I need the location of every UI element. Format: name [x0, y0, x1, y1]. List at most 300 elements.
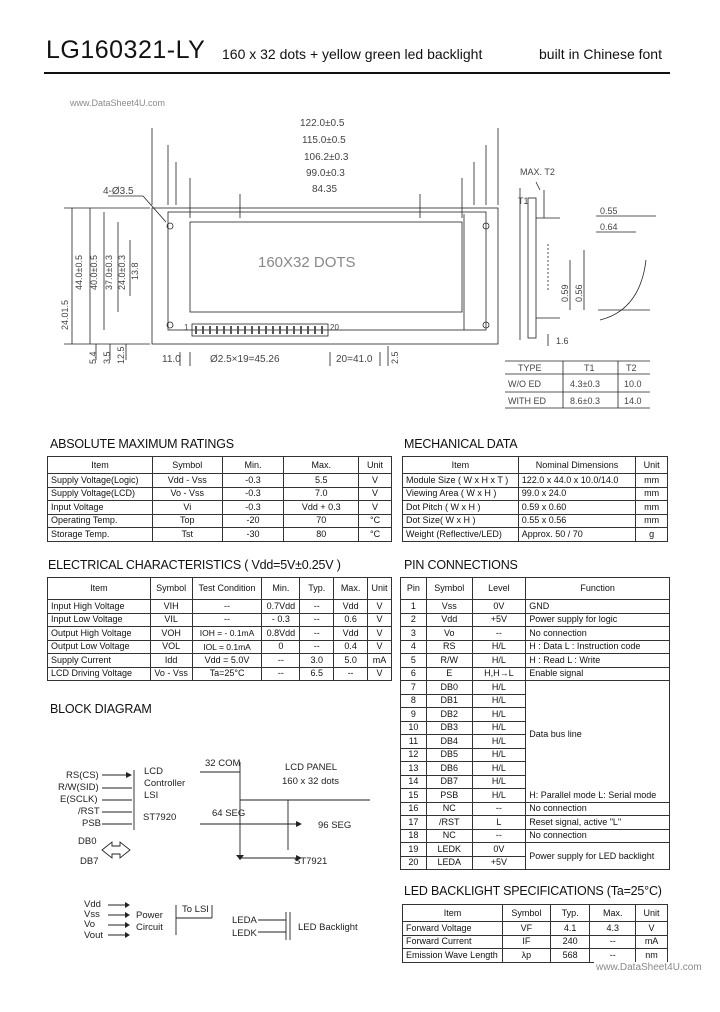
table-header-row	[48, 457, 392, 474]
block-in-psb: PSB	[82, 818, 102, 829]
table-row	[48, 613, 392, 627]
block-panel-1: LCD PANEL	[285, 762, 338, 773]
table-cell: V	[359, 474, 392, 488]
table-cell: Unit	[636, 905, 668, 922]
table-row	[48, 600, 392, 614]
table-cell: VIL	[150, 613, 192, 627]
table-cell: Typ.	[300, 578, 334, 600]
table-cell: H/L	[472, 694, 526, 708]
block-panel-2: 160 x 32 dots	[282, 776, 340, 787]
dim-top-5: 84.35	[312, 184, 338, 195]
block-st7921: ST7921	[294, 856, 328, 867]
table-cell: Nominal Dimensions	[518, 457, 636, 474]
panel-label: 160X32 DOTS	[258, 254, 356, 271]
block-pw-vdd: Vdd	[84, 899, 101, 910]
table-cell: VOL	[150, 640, 192, 654]
dim-small-4: 2.5	[390, 351, 400, 364]
table-cell: °C	[359, 514, 392, 528]
table-header-row	[403, 457, 668, 474]
side-064: 0.64	[600, 222, 618, 232]
table-cell: 1	[401, 600, 427, 614]
table-cell: Supply Voltage(LCD)	[48, 487, 153, 501]
table-cell: R/W	[426, 654, 472, 668]
side-maxt2: MAX. T2	[520, 167, 555, 177]
table-cell: -20	[222, 514, 284, 528]
electrical-title: ELECTRICAL CHARACTERISTICS ( Vdd=5V±0.25V )	[48, 558, 341, 572]
table-cell: Test Condition	[192, 578, 262, 600]
table-cell: DB2	[426, 708, 472, 722]
table-cell: Item	[48, 578, 151, 600]
table-cell: 19	[401, 843, 427, 857]
table-cell: Vdd	[426, 613, 472, 627]
model-description: 160 x 32 dots + yellow green led backlight	[222, 46, 483, 62]
table-cell: Module Size ( W x H x T )	[403, 474, 519, 488]
table-cell: --	[590, 935, 636, 949]
table-cell: --	[300, 640, 334, 654]
table-cell: RS	[426, 640, 472, 654]
table-row	[401, 613, 670, 627]
table-row	[401, 816, 670, 830]
table-cell: VOH	[150, 627, 192, 641]
led-power-label: Power supply for LED backlight	[526, 843, 670, 870]
dimension-drawing	[0, 100, 720, 420]
pins-title: PIN CONNECTIONS	[404, 558, 518, 572]
table-cell: L	[472, 816, 526, 830]
table-cell: -0.3	[222, 474, 284, 488]
table-row	[403, 949, 668, 963]
table-cell: g	[636, 528, 668, 542]
block-led-backlight: LED Backlight	[298, 922, 358, 933]
table-row	[401, 802, 670, 816]
table-cell: --	[300, 600, 334, 614]
table-cell: 0.7Vdd	[262, 600, 300, 614]
table-cell: mm	[636, 487, 668, 501]
table-cell: Pin	[401, 578, 427, 600]
table-cell: DB4	[426, 735, 472, 749]
table-cell: H : Data L : Instruction code	[526, 640, 670, 654]
model-number: LG160321-LY	[46, 36, 206, 64]
dim-left-2: 40.0±0.5	[89, 255, 99, 290]
table-cell: mm	[636, 514, 668, 528]
table-cell: 7.0	[284, 487, 359, 501]
table-row	[401, 654, 670, 668]
table-cell: V	[359, 501, 392, 515]
table-cell: Typ.	[550, 905, 590, 922]
table-cell: 0V	[472, 600, 526, 614]
side-16: 1.6	[556, 336, 569, 346]
table-cell: Max.	[334, 578, 368, 600]
table-cell: V	[367, 627, 391, 641]
table-cell: H/L	[472, 708, 526, 722]
block-seg96: 96 SEG	[318, 820, 352, 831]
table-cell: IOL = 0.1mA	[192, 640, 262, 654]
table-row	[403, 474, 668, 488]
table-cell: --	[472, 829, 526, 843]
table-cell: Supply Current	[48, 654, 151, 668]
table-cell: 70	[284, 514, 359, 528]
block-tolsi: To LSI	[182, 904, 209, 915]
table-cell: Forward Voltage	[403, 922, 503, 936]
table-row	[403, 501, 668, 515]
table-cell: Vdd	[334, 627, 368, 641]
block-controller-3: LSI	[144, 790, 159, 801]
table-cell: Emission Wave Length	[403, 949, 503, 963]
table-cell: Level	[472, 578, 526, 600]
block-in-rst: /RST	[78, 806, 100, 817]
table-cell: 5	[401, 654, 427, 668]
dim-small-3: 12.5	[116, 346, 126, 364]
table-cell: Dot Size( W x H )	[403, 514, 519, 528]
led-spec-table	[402, 904, 668, 963]
table-cell: Idd	[150, 654, 192, 668]
table-row	[403, 528, 668, 542]
dot-detail-arc	[600, 260, 646, 320]
table-cell: Vo	[426, 627, 472, 641]
table-cell: 10	[401, 721, 427, 735]
table-cell: Unit	[367, 578, 391, 600]
dim-left-3: 37.0±0.3	[104, 255, 114, 290]
table-cell: Tst	[152, 528, 222, 542]
table-cell: Approx. 50 / 70	[518, 528, 636, 542]
table-row	[401, 627, 670, 641]
dim-left-5: 13.8	[130, 262, 140, 280]
type-r1-t1: 4.3±0.3	[570, 379, 600, 389]
table-cell: Vdd = 5.0V	[192, 654, 262, 668]
col-min: Min.	[222, 457, 284, 474]
table-cell: Operating Temp.	[48, 514, 153, 528]
table-cell: 8	[401, 694, 427, 708]
table-cell: Ta=25°C	[192, 667, 262, 681]
table-header-row	[48, 578, 392, 600]
abs-max-title: ABSOLUTE MAXIMUM RATINGS	[50, 437, 234, 451]
abs-max-table	[47, 456, 392, 542]
table-cell: H/L	[472, 735, 526, 749]
block-in-rw: R/W(SID)	[58, 782, 99, 793]
table-cell: NC	[426, 829, 472, 843]
table-row	[401, 789, 670, 803]
table-cell: Enable signal	[526, 667, 670, 681]
table-cell: Reset signal, active "L"	[526, 816, 670, 830]
pin-20-mark: 20	[330, 323, 339, 332]
type-r2-type: WITH ED	[508, 396, 546, 406]
table-row	[48, 667, 392, 681]
table-cell: Vss	[426, 600, 472, 614]
table-cell: 568	[550, 949, 590, 963]
table-cell: Top	[152, 514, 222, 528]
table-row	[48, 640, 392, 654]
table-row	[401, 600, 670, 614]
table-cell: V	[636, 922, 668, 936]
table-cell: Min.	[262, 578, 300, 600]
type-r2-t2: 14.0	[624, 396, 642, 406]
table-cell: Vi	[152, 501, 222, 515]
dim-small-2: 3.5	[102, 351, 112, 364]
block-power-2: Circuit	[136, 922, 163, 933]
table-cell: Vdd + 0.3	[284, 501, 359, 515]
electrical-table	[47, 577, 392, 681]
col-symbol: Symbol	[152, 457, 222, 474]
table-cell: 12	[401, 748, 427, 762]
dim-left-4: 24.0±0.3	[117, 255, 127, 290]
block-leda: LEDA	[232, 915, 257, 926]
table-cell: Storage Temp.	[48, 528, 153, 542]
block-controller-2: Controller	[144, 778, 186, 789]
block-pw-vout: Vout	[84, 930, 104, 941]
block-power-1: Power	[136, 910, 163, 921]
table-row	[48, 654, 392, 668]
table-cell: PSB	[426, 789, 472, 803]
table-row	[401, 640, 670, 654]
table-cell: 6	[401, 667, 427, 681]
font-note: built in Chinese font	[539, 46, 662, 62]
side-view	[528, 198, 536, 338]
table-cell: --	[590, 949, 636, 963]
block-diagram	[0, 740, 400, 950]
table-cell: LEDK	[426, 843, 472, 857]
table-cell: Vo - Vss	[150, 667, 192, 681]
table-cell: V	[367, 600, 391, 614]
table-cell: 3.0	[300, 654, 334, 668]
table-cell: Output Low Voltage	[48, 640, 151, 654]
type-r1-t2: 10.0	[624, 379, 642, 389]
table-cell: /RST	[426, 816, 472, 830]
table-cell: 0.6	[334, 613, 368, 627]
table-cell: Function	[526, 578, 670, 600]
type-r1-type: W/O ED	[508, 379, 541, 389]
table-cell: --	[192, 613, 262, 627]
table-cell: 5.0	[334, 654, 368, 668]
table-row	[48, 528, 392, 542]
table-cell: -0.3	[222, 487, 284, 501]
type-r2-t1: 8.6±0.3	[570, 396, 600, 406]
table-cell: 17	[401, 816, 427, 830]
type-h-t2: T2	[626, 363, 637, 373]
mechanical-table	[402, 456, 668, 542]
table-cell: mm	[636, 501, 668, 515]
table-cell: °C	[359, 528, 392, 542]
block-db0: DB0	[78, 836, 97, 847]
side-055: 0.55	[600, 206, 618, 216]
table-row	[403, 487, 668, 501]
type-h-t1: T1	[584, 363, 595, 373]
led-spec-title: LED BACKLIGHT SPECIFICATIONS (Ta=25°C)	[404, 884, 662, 898]
block-controller-1: LCD	[144, 766, 164, 777]
table-cell: 2	[401, 613, 427, 627]
table-cell: Max.	[590, 905, 636, 922]
table-cell: H/L	[472, 762, 526, 776]
dim-top-1: 122.0±0.5	[300, 118, 345, 129]
table-cell: --	[300, 627, 334, 641]
table-cell: 5.5	[284, 474, 359, 488]
table-cell: +5V	[472, 613, 526, 627]
table-header-row	[401, 578, 670, 600]
col-max: Max.	[284, 457, 359, 474]
table-cell: nm	[636, 949, 668, 963]
table-cell: V	[367, 613, 391, 627]
dim-bottom-1: 11.0	[162, 354, 181, 365]
table-cell: --	[472, 627, 526, 641]
pins-table	[400, 577, 670, 870]
table-cell: mm	[636, 474, 668, 488]
table-cell: LCD Driving Voltage	[48, 667, 151, 681]
table-cell: Forward Current	[403, 935, 503, 949]
table-cell: LEDA	[426, 856, 472, 870]
block-com: 32 COM	[205, 758, 241, 769]
table-cell: --	[192, 600, 262, 614]
table-cell: Unit	[636, 457, 668, 474]
table-cell: No connection	[526, 627, 670, 641]
table-cell: Vo - Vss	[152, 487, 222, 501]
table-cell: V	[367, 640, 391, 654]
table-cell: 4.1	[550, 922, 590, 936]
mechanical-title: MECHANICAL DATA	[404, 437, 518, 451]
table-cell: No connection	[526, 802, 670, 816]
pin-1-mark: 1	[184, 323, 189, 332]
table-cell: DB3	[426, 721, 472, 735]
table-cell: -0.3	[222, 501, 284, 515]
table-cell: 0.59 x 0.60	[518, 501, 636, 515]
type-h-type: TYPE	[518, 363, 542, 373]
block-in-rs: RS(CS)	[66, 770, 99, 781]
table-cell: - 0.3	[262, 613, 300, 627]
table-cell: Input Voltage	[48, 501, 153, 515]
table-row	[401, 829, 670, 843]
table-cell: Item	[403, 905, 503, 922]
table-cell: H/L	[472, 748, 526, 762]
table-cell: 18	[401, 829, 427, 843]
table-cell: Power supply for logic	[526, 613, 670, 627]
header-rule	[44, 72, 670, 74]
table-cell: Dot Pitch ( W x H )	[403, 501, 519, 515]
table-cell: -30	[222, 528, 284, 542]
table-cell: H/L	[472, 681, 526, 695]
block-pw-vss: Vss	[84, 909, 100, 920]
table-cell: 4.3	[590, 922, 636, 936]
table-cell: 80	[284, 528, 359, 542]
table-cell: Symbol	[150, 578, 192, 600]
table-cell: VF	[502, 922, 550, 936]
table-cell: λp	[502, 949, 550, 963]
table-cell: V	[367, 667, 391, 681]
table-cell: IOH = - 0.1mA	[192, 627, 262, 641]
table-cell: H/L	[472, 640, 526, 654]
table-cell: 7	[401, 681, 427, 695]
block-seg64: 64 SEG	[212, 808, 246, 819]
block-st7920: ST7920	[143, 812, 177, 823]
table-cell: DB0	[426, 681, 472, 695]
table-cell: Vdd - Vss	[152, 474, 222, 488]
table-cell: 9	[401, 708, 427, 722]
dim-left-overall: 24.01.5	[60, 299, 70, 330]
table-cell: Symbol	[426, 578, 472, 600]
table-cell: V	[359, 487, 392, 501]
table-cell: 0.4	[334, 640, 368, 654]
table-cell: Supply Voltage(Logic)	[48, 474, 153, 488]
dim-left-1: 44.0±0.5	[74, 255, 84, 290]
table-cell: 4	[401, 640, 427, 654]
table-cell: --	[262, 654, 300, 668]
side-056: 0.56	[574, 284, 584, 302]
block-in-e: E(SCLK)	[60, 794, 98, 805]
table-cell: Weight (Reflective/LED)	[403, 528, 519, 542]
table-row	[403, 935, 668, 949]
table-cell: --	[300, 613, 334, 627]
block-title: BLOCK DIAGRAM	[50, 702, 152, 716]
table-cell: Item	[403, 457, 519, 474]
table-cell: DB6	[426, 762, 472, 776]
table-cell: Input Low Voltage	[48, 613, 151, 627]
table-row	[401, 667, 670, 681]
databus-arrow	[102, 842, 130, 858]
side-059: 0.59	[560, 284, 570, 302]
table-cell: H/L	[472, 789, 526, 803]
table-cell: No connection	[526, 829, 670, 843]
dim-small-1: 5.4	[88, 351, 98, 364]
table-cell: 14	[401, 775, 427, 789]
block-db7: DB7	[80, 856, 99, 867]
table-row	[48, 627, 392, 641]
table-cell: H/L	[472, 721, 526, 735]
table-cell: DB7	[426, 775, 472, 789]
table-cell: 0	[262, 640, 300, 654]
table-cell: VIH	[150, 600, 192, 614]
hole-label: 4-Ø3.5	[103, 186, 134, 197]
watermark-bottom: www.DataSheet4U.com	[596, 962, 702, 973]
dim-top-2: 115.0±0.5	[302, 135, 346, 146]
table-cell: E	[426, 667, 472, 681]
table-cell: Symbol	[502, 905, 550, 922]
table-cell: --	[262, 667, 300, 681]
table-cell: 240	[550, 935, 590, 949]
dim-bottom-3: 20=41.0	[336, 354, 373, 365]
table-cell: 0.55 x 0.56	[518, 514, 636, 528]
table-cell: --	[472, 802, 526, 816]
psb-label: H: Parallel mode L: Serial mode	[526, 789, 670, 803]
table-cell: IF	[502, 935, 550, 949]
block-ledk: LEDK	[232, 928, 257, 939]
table-cell: --	[334, 667, 368, 681]
table-row	[48, 487, 392, 501]
table-cell: 16	[401, 802, 427, 816]
col-unit: Unit	[359, 457, 392, 474]
table-cell: Output High Voltage	[48, 627, 151, 641]
table-cell: 0V	[472, 843, 526, 857]
block-pw-vo: Vo	[84, 919, 96, 930]
table-row	[401, 843, 670, 857]
table-cell: H/L	[472, 775, 526, 789]
table-cell: H : Read L : Write	[526, 654, 670, 668]
table-row	[48, 501, 392, 515]
table-row	[48, 514, 392, 528]
pitch-label: P2.54×19=48.26	[232, 367, 292, 376]
table-cell: 3	[401, 627, 427, 641]
table-cell: NC	[426, 802, 472, 816]
table-cell: 0.8Vdd	[262, 627, 300, 641]
table-cell: 122.0 x 44.0 x 10.0/14.0	[518, 474, 636, 488]
table-cell: DB1	[426, 694, 472, 708]
dim-top-4: 99.0±0.3	[306, 168, 345, 179]
table-row	[403, 514, 668, 528]
table-cell: mA	[636, 935, 668, 949]
databus-label: Data bus line	[526, 681, 670, 789]
table-cell: Vdd	[334, 600, 368, 614]
table-cell: H/L	[472, 654, 526, 668]
table-cell: Viewing Area ( W x H )	[403, 487, 519, 501]
table-cell: +5V	[472, 856, 526, 870]
table-cell: Input High Voltage	[48, 600, 151, 614]
table-cell: 6.5	[300, 667, 334, 681]
table-row	[403, 922, 668, 936]
